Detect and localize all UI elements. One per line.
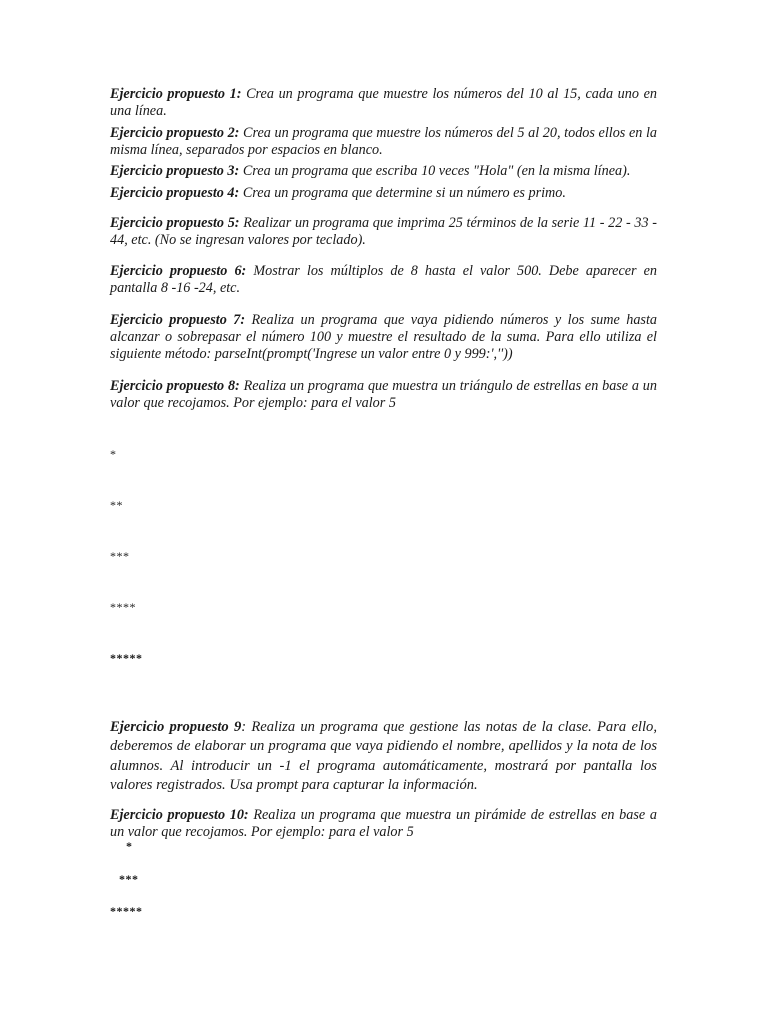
exercise-10-title: Ejercicio propuesto 10: [110, 807, 249, 824]
exercise-1-title: Ejercicio propuesto 1: [110, 86, 242, 102]
exercise-3 [110, 163, 657, 180]
pyramid-row: ***** [110, 904, 143, 919]
exercise-6 [110, 263, 657, 297]
exercise-9-text: : Realiza un programa que gestione las notas de la clase. Para ello, deberemos de elaborar un programa que vaya pidiendo el nombre, apellidos y la nota de los alumnos. Al introducir un -1 el programa automáticamente, mostrará por pantalla los valores registrados. Usa prompt para capturar la información. [110, 719, 657, 793]
exercise-3-text: Crea un programa que escriba 10 veces "Hola" (en la misma línea). [239, 163, 631, 179]
exercise-5-title: Ejercicio propuesto 5: [110, 215, 240, 231]
exercise-4-title: Ejercicio propuesto 4: [110, 185, 240, 201]
exercise-3-title: Ejercicio propuesto 3: [110, 163, 240, 179]
pyramid-row: *** [119, 872, 139, 887]
exercise-8 [110, 378, 657, 412]
pyramid-row: * [126, 839, 133, 854]
exercise-10 [110, 807, 657, 841]
exercise-2-title: Ejercicio propuesto 2: [110, 125, 240, 141]
exercise-7-title: Ejercicio propuesto 7: [110, 312, 246, 328]
exercise-4 [110, 185, 657, 202]
exercise-10-text: Realiza un programa que muestra un pirámide de estrellas en base a un valor que recojamos. Por ejemplo: para el valor 5 [110, 807, 657, 841]
triangle-row: ***** [110, 651, 143, 665]
exercise-4-text: Crea un programa que determine si un número es primo. [239, 185, 566, 201]
exercise-6-title: Ejercicio propuesto 6: [110, 263, 247, 279]
exercise-list [110, 86, 657, 921]
triangle-row: * [110, 447, 117, 461]
exercise-7 [110, 312, 657, 363]
exercise-2 [110, 125, 657, 159]
star-pyramid-example [110, 841, 657, 921]
exercise-1-text: Crea un programa que muestre los números del 10 al 15, cada uno en una línea. [110, 86, 657, 119]
exercise-1 [110, 86, 657, 120]
star-triangle-example [110, 412, 657, 701]
exercise-9 [110, 718, 657, 795]
exercise-8-title: Ejercicio propuesto 8: [110, 378, 240, 394]
exercise-9-title: Ejercicio propuesto 9 [110, 719, 242, 735]
exercise-6-text: Mostrar los múltiplos de 8 hasta el valor 500. Debe aparecer en pantalla 8 -16 -24, etc. [110, 263, 657, 296]
triangle-row: *** [110, 549, 130, 563]
exercise-5 [110, 215, 657, 249]
exercise-5-text: Realizar un programa que imprima 25 términos de la serie 11 - 22 - 33 - 44, etc. (No se ingresan valores por teclado). [110, 215, 657, 248]
exercise-2-text: Crea un programa que muestre los números del 5 al 20, todos ellos en la misma línea, separados por espacios en blanco. [110, 125, 657, 158]
triangle-row: ** [110, 498, 123, 512]
triangle-row: **** [110, 600, 136, 614]
exercise-7-text: Realiza un programa que vaya pidiendo números y los sume hasta alcanzar o sobrepasar el número 100 y muestre el resultado de la suma. Para ello utiliza el siguiente método: parseInt(prompt('Ingrese un valor entre 0 y 999:','')) [110, 312, 657, 362]
exercise-8-text: Realiza un programa que muestra un triángulo de estrellas en base a un valor que recojamos. Por ejemplo: para el valor 5 [110, 378, 657, 411]
